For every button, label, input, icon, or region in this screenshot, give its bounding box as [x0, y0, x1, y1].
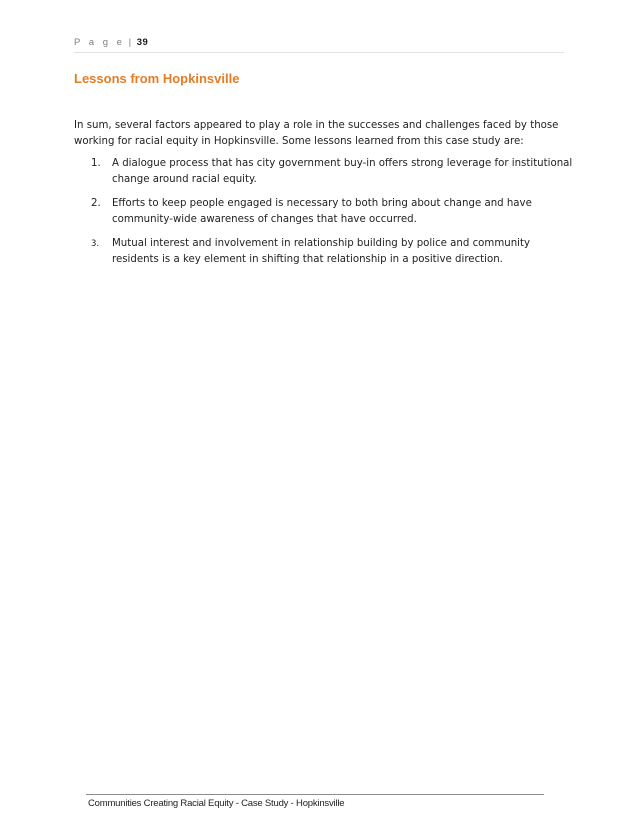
- list-item: [74, 196, 574, 228]
- intro-paragraph: In sum, several factors appeared to play a role in the successes and challenges faced by those working for racial equity in Hopkinsville. Some lessons learned from this case study are:: [74, 120, 559, 147]
- section-title: Lessons from Hopkinsville: [74, 71, 240, 86]
- page-separator: |: [128, 37, 132, 48]
- footer-text: Communities Creating Racial Equity - Case Study - Hopkinsville: [88, 798, 345, 809]
- footer-divider: [86, 794, 544, 795]
- lessons-list: [74, 156, 574, 276]
- page-number: 39: [136, 37, 149, 48]
- list-item-number: 2.: [91, 198, 101, 209]
- page-label: P a g e: [74, 37, 125, 48]
- list-item: [74, 236, 574, 268]
- list-item-text: A dialogue process that has city government buy-in offers strong leverage for institutional change around racial equity.: [112, 158, 573, 185]
- list-item-number: 3.: [91, 239, 100, 249]
- list-item: [74, 156, 574, 188]
- list-item-number: 1.: [91, 158, 101, 169]
- list-item-text: Mutual interest and involvement in relationship building by police and community residents is a key element in shifting that relationship in a positive direction.: [112, 238, 531, 265]
- page-header: [74, 37, 564, 48]
- list-item-text: Efforts to keep people engaged is necessary to both bring about change and have community-wide awareness of changes that have occurred.: [112, 198, 532, 225]
- header-divider: [74, 52, 564, 53]
